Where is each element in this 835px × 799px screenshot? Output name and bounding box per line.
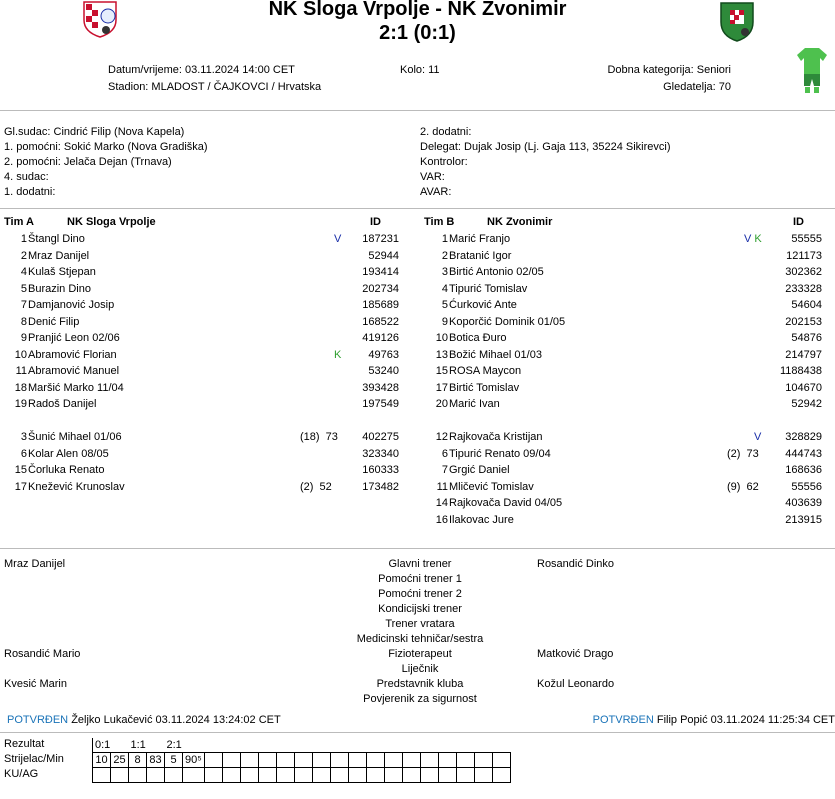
match-datetime: Datum/vrijeme: 03.11.2024 14:00 CET <box>108 64 295 76</box>
player-id: 52944 <box>368 249 399 262</box>
player-name: Knežević Krunoslav <box>28 480 125 493</box>
staff-role-label: Povjerenik za sigurnost <box>363 693 477 705</box>
player-number: 10 <box>14 348 27 361</box>
player-name: Grgić Daniel <box>449 464 510 476</box>
player-number: 12 <box>435 431 448 443</box>
scorer-label: Strijelac/Min <box>4 753 64 765</box>
divider <box>0 732 835 733</box>
player-number: 17 <box>14 480 27 493</box>
scorer-cell: 10 <box>93 753 111 768</box>
player-id: 53240 <box>368 365 399 377</box>
official-line: AVAR: <box>420 186 452 198</box>
scorer-cell <box>402 753 420 768</box>
player-id: 104670 <box>785 381 822 394</box>
scorer-cell <box>204 753 222 768</box>
score-cell <box>240 738 276 753</box>
player-row <box>0 462 835 478</box>
ku-ag-cell <box>366 768 384 783</box>
ku-ag-cell <box>240 768 258 783</box>
scorer-cell <box>492 753 510 768</box>
player-id: 214797 <box>785 348 822 361</box>
ku-ag-cell <box>183 768 205 783</box>
player-number: 15 <box>14 464 27 476</box>
score-cell <box>420 738 456 753</box>
player-id: 1188438 <box>779 365 822 377</box>
scorer-cell <box>474 753 492 768</box>
ku-ag-cell <box>456 768 474 783</box>
player-number: 17 <box>435 381 448 394</box>
player-name: Abramović Florian <box>28 348 117 361</box>
player-row <box>0 363 835 379</box>
scorer-cell <box>456 753 474 768</box>
score-cell <box>276 738 312 753</box>
player-id: 52942 <box>791 398 822 410</box>
official-line: 2. dodatni: <box>420 126 472 138</box>
player-number: 19 <box>14 398 27 410</box>
player-name: Tipurić Tomislav <box>449 282 528 295</box>
player-id: 197549 <box>362 398 399 410</box>
player-name: Rajkovača Kristijan <box>449 431 543 443</box>
captain-mark: V <box>744 233 752 245</box>
player-id: 402275 <box>362 431 399 443</box>
player-name: Birtić Tomislav <box>449 381 520 394</box>
player-name: Pranjić Leon 02/06 <box>28 332 120 344</box>
scorer-cell: 90⁵ <box>183 753 205 768</box>
player-name: Božić Mihael 01/03 <box>449 348 542 361</box>
official-line: 2. pomoćni: Jelača Dejan (Trnava) <box>4 156 172 168</box>
player-name: ROSA Maycon <box>449 365 522 377</box>
ku-ag-cell <box>492 768 510 783</box>
ku-ag-cell <box>330 768 348 783</box>
player-number: 15 <box>435 365 448 377</box>
player-id: 49763 <box>368 348 399 361</box>
result-table <box>92 738 511 783</box>
ku-ag-cell <box>93 768 111 783</box>
player-id: 187231 <box>362 233 399 245</box>
score-cell <box>348 738 384 753</box>
player-name: Birtić Antonio 02/05 <box>449 266 544 278</box>
ku-ag-cell <box>222 768 240 783</box>
player-name: Damjanović Josip <box>28 299 115 311</box>
player-id: 393428 <box>362 381 399 394</box>
player-name: Ilakovac Jure <box>449 513 514 526</box>
player-number: 4 <box>20 266 27 278</box>
match-score: 2:1 (0:1) <box>379 22 456 44</box>
player-name: Radoš Danijel <box>28 398 97 410</box>
ku-ag-cell <box>312 768 330 783</box>
substitution-info: (9) 62 <box>727 480 759 493</box>
player-name: Botica Đuro <box>449 332 507 344</box>
ku-ag-cell <box>294 768 312 783</box>
age-category: Dobna kategorija: Seniori <box>607 64 731 76</box>
player-number: 5 <box>20 282 27 295</box>
scorer-row <box>93 753 511 768</box>
player-id: 213915 <box>785 513 822 526</box>
confirm-team-a <box>7 714 281 726</box>
scorer-cell <box>348 753 366 768</box>
player-name: Koporčić Dominik 01/05 <box>449 315 566 328</box>
ku-ag-cell <box>438 768 456 783</box>
player-number: 11 <box>436 480 448 493</box>
official-line: 4. sudac: <box>4 171 49 183</box>
player-name: Šunić Mihael 01/06 <box>28 431 122 443</box>
score-cell <box>312 738 348 753</box>
team-a-head-coach: Mraz Danijel <box>4 558 66 570</box>
player-name: Ćurković Ante <box>449 299 517 311</box>
player-name: Štangl Dino <box>28 233 85 245</box>
match-title: NK Sloga Vrpolje - NK Zvonimir <box>268 0 567 20</box>
player-number: 9 <box>441 315 448 328</box>
staff-role-label: Fizioterapeut <box>388 648 452 660</box>
player-row <box>0 347 835 363</box>
player-row <box>0 429 835 445</box>
ku-ag-cell <box>147 768 165 783</box>
team-b-id-header: ID <box>793 216 804 228</box>
player-name: Maršić Marko 11/04 <box>28 381 124 394</box>
official-line: Delegat: Dujak Josip (Lj. Gaja 113, 35224 Sikirevci) <box>420 141 671 153</box>
substitution-info: (2) 52 <box>300 480 332 493</box>
captain-mark: V <box>754 431 762 443</box>
ku-ag-cell <box>258 768 276 783</box>
player-row <box>0 297 835 313</box>
score-cell: 2:1 <box>165 738 205 753</box>
scorer-cell <box>330 753 348 768</box>
player-number: 20 <box>435 398 448 410</box>
player-id: 54604 <box>791 299 822 311</box>
player-name: Rajkovača David 04/05 <box>449 497 563 509</box>
away-team-logo <box>718 0 756 42</box>
team-b-physio: Matković Drago <box>537 648 614 660</box>
ku-ag-cell <box>420 768 438 783</box>
goalkeeper-mark: K <box>754 233 762 245</box>
player-name: Marić Ivan <box>449 398 500 410</box>
score-cell <box>204 738 240 753</box>
player-id: 193414 <box>362 266 399 278</box>
ku-ag-row <box>93 768 511 783</box>
ku-ag-cell <box>111 768 129 783</box>
player-row <box>0 264 835 280</box>
home-team-logo <box>82 0 118 38</box>
scorer-cell <box>438 753 456 768</box>
player-number: 5 <box>441 299 448 311</box>
scorer-cell: 5 <box>165 753 183 768</box>
staff-role-label: Pomoćni trener 1 <box>378 573 462 585</box>
player-id: 168522 <box>362 315 399 328</box>
player-name: Marić Franjo <box>449 233 511 245</box>
scorer-cell <box>420 753 438 768</box>
player-id: 173482 <box>362 480 399 493</box>
match-stadium: Stadion: MLADOST / ČAJKOVCI / Hrvatska <box>108 81 322 93</box>
player-id: 403639 <box>785 497 822 509</box>
score-cell: 1:1 <box>129 738 165 753</box>
team-b-head-coach: Rosandić Dinko <box>537 558 615 570</box>
player-number: 13 <box>435 348 448 361</box>
player-name: Kolar Alen 08/05 <box>28 447 109 460</box>
match-round: Kolo: 11 <box>400 64 440 76</box>
confirm-text: Željko Lukačević 03.11.2024 13:24:02 CET <box>71 714 281 726</box>
team-a-id-header: ID <box>370 216 381 228</box>
scorer-cell <box>366 753 384 768</box>
ku-ag-cell <box>165 768 183 783</box>
confirm-label: POTVRĐEN <box>7 714 69 726</box>
substitution-info: (18) 73 <box>300 431 338 443</box>
substitution-info: (2) 73 <box>727 447 759 460</box>
player-number: 3 <box>441 266 448 278</box>
player-number: 8 <box>20 315 27 328</box>
goalkeeper-mark: K <box>334 348 342 361</box>
ku-ag-cell <box>474 768 492 783</box>
player-id: 302362 <box>785 266 822 278</box>
player-name: Abramović Manuel <box>28 365 120 377</box>
scorer-cell <box>384 753 402 768</box>
player-number: 11 <box>15 365 27 377</box>
staff-role-label: Kondicijski trener <box>378 603 462 615</box>
official-line: 1. pomoćni: Sokić Marko (Nova Gradiška) <box>4 141 208 153</box>
player-id: 202734 <box>362 282 399 295</box>
score-cell <box>384 738 420 753</box>
staff-role-label: Glavni trener <box>388 558 452 570</box>
player-id: 55556 <box>791 480 822 493</box>
confirm-text: Filip Popić 03.11.2024 11:25:34 CET <box>656 714 835 726</box>
player-number: 6 <box>20 447 27 460</box>
player-row <box>0 330 835 346</box>
player-row <box>0 281 835 297</box>
staff-role-label: Medicinski tehničar/sestra <box>356 633 484 645</box>
team-b-representative: Kožul Leonardo <box>537 678 615 690</box>
player-name: Bratanić Igor <box>449 249 512 262</box>
official-line: Gl.sudac: Cindrić Filip (Nova Kapela) <box>4 126 185 138</box>
player-number: 14 <box>435 497 448 509</box>
team-a-name: NK Sloga Vrpolje <box>67 216 156 228</box>
scorer-cell <box>276 753 294 768</box>
confirm-label: POTVRĐEN <box>592 714 654 726</box>
player-id: 328829 <box>785 431 822 443</box>
team-a-representative: Kvesić Marin <box>4 678 67 690</box>
player-name: Čorluka Renato <box>28 464 105 476</box>
ku-ag-cell <box>402 768 420 783</box>
player-number: 16 <box>435 513 448 526</box>
player-number: 4 <box>441 282 448 295</box>
scorer-cell: 83 <box>147 753 165 768</box>
player-number: 10 <box>435 332 448 344</box>
scorer-cell: 25 <box>111 753 129 768</box>
ku-ag-cell <box>384 768 402 783</box>
ku-ag-cell <box>348 768 366 783</box>
divider <box>0 110 835 111</box>
score-cell <box>492 738 510 753</box>
player-number: 6 <box>441 447 448 460</box>
divider <box>0 548 835 549</box>
ku-ag-cell <box>276 768 294 783</box>
player-id: 121173 <box>786 249 822 262</box>
captain-mark: V <box>334 233 342 245</box>
team-b-name: NK Zvonimir <box>487 216 553 228</box>
result-label: Rezultat <box>4 738 45 750</box>
spectators: Gledatelja: 70 <box>663 81 731 93</box>
ku-ag-cell <box>204 768 222 783</box>
kit-icon <box>796 46 828 94</box>
staff-role-label: Trener vratara <box>385 618 455 630</box>
player-number: 3 <box>20 431 27 443</box>
confirm-team-b <box>593 714 835 726</box>
ku-ag-label: KU/AG <box>4 768 39 780</box>
player-number: 2 <box>441 249 448 262</box>
player-row <box>0 446 835 462</box>
player-number: 7 <box>441 464 448 476</box>
official-line: Kontrolor: <box>420 156 468 168</box>
player-row <box>0 314 835 330</box>
player-name: Burazin Dino <box>28 282 91 295</box>
player-id: 323340 <box>362 447 399 460</box>
ku-ag-cell <box>129 768 147 783</box>
score-cell <box>456 738 492 753</box>
player-id: 233328 <box>785 282 822 295</box>
player-name: Tipurić Renato 09/04 <box>449 447 551 460</box>
player-number: 9 <box>20 332 27 344</box>
player-row <box>0 479 835 495</box>
player-number: 2 <box>20 249 27 262</box>
player-number: 7 <box>20 299 27 311</box>
player-row <box>0 380 835 396</box>
player-name: Mraz Danijel <box>28 249 90 262</box>
player-row <box>0 231 835 247</box>
team-a-physio: Rosandić Mario <box>4 648 81 660</box>
official-line: VAR: <box>420 171 445 183</box>
official-line: 1. dodatni: <box>4 186 56 198</box>
scorer-cell <box>240 753 258 768</box>
player-id: 55555 <box>791 233 822 245</box>
staff-role-label: Pomoćni trener 2 <box>378 588 462 600</box>
player-id: 202153 <box>785 315 822 328</box>
scorer-cell <box>294 753 312 768</box>
player-name: Kulaš Stjepan <box>28 266 96 278</box>
staff-role-label: Predstavnik kluba <box>376 678 464 690</box>
scorer-cell <box>258 753 276 768</box>
player-number: 1 <box>20 233 27 245</box>
player-id: 160333 <box>362 464 399 476</box>
staff-role-label: Liječnik <box>401 663 439 675</box>
player-number: 18 <box>14 381 27 394</box>
player-id: 444743 <box>785 447 822 460</box>
player-id: 185689 <box>362 299 399 311</box>
player-row <box>0 512 835 528</box>
team-b-label: Tim B <box>424 216 455 228</box>
player-marks <box>744 231 762 247</box>
score-cell: 0:1 <box>93 738 129 753</box>
player-id: 168636 <box>785 464 822 476</box>
player-number: 1 <box>441 233 448 245</box>
scorer-cell <box>312 753 330 768</box>
player-row <box>0 495 835 511</box>
player-id: 419126 <box>362 332 399 344</box>
player-name: Mličević Tomislav <box>449 480 534 493</box>
player-row <box>0 396 835 412</box>
player-row <box>0 248 835 264</box>
team-a-label: Tim A <box>4 216 34 228</box>
player-name: Denić Filip <box>28 315 80 328</box>
scorer-cell: 8 <box>129 753 147 768</box>
score-row <box>93 738 511 753</box>
scorer-cell <box>222 753 240 768</box>
divider <box>0 208 835 209</box>
player-id: 54876 <box>791 332 822 344</box>
